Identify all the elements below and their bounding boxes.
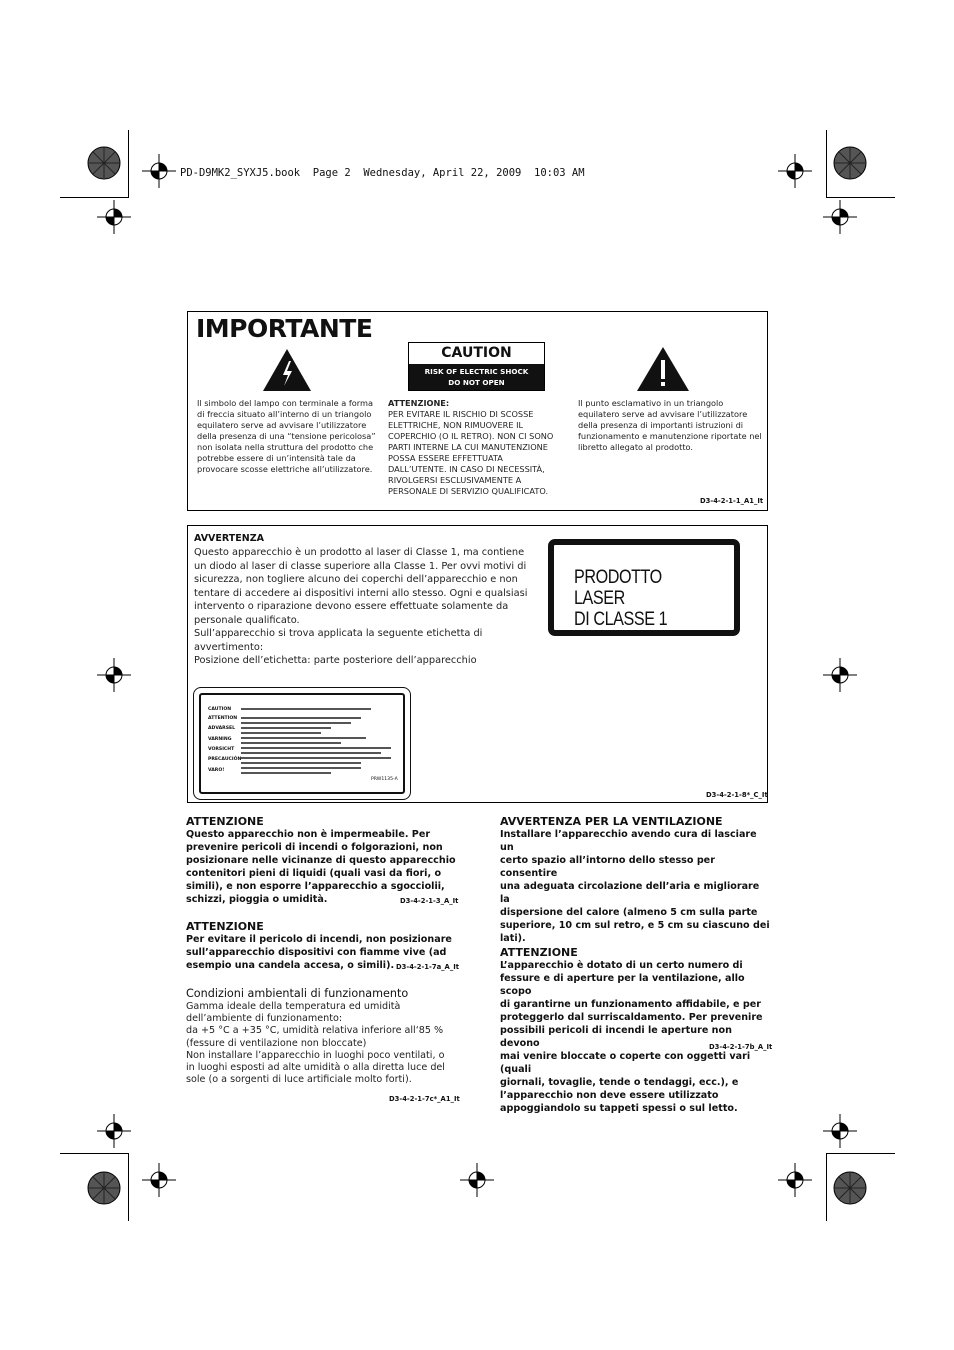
- text-line: dell’ambiente di funzionamento:: [186, 1013, 343, 1025]
- text-line: Sull’apparecchio si trova applicata la seguente etichetta di: [194, 628, 483, 639]
- condizioni-section: [186, 987, 466, 1086]
- attenzione-1-code: D3-4-2-1-3_A_It: [400, 897, 459, 905]
- text-line: libretto allegato al prodotto.: [578, 442, 694, 452]
- laser-class-label: [548, 539, 740, 636]
- registration-target-icon: [832, 1170, 868, 1206]
- avvertenza-text: [194, 546, 539, 668]
- text-line: potrebbe essere di un’intensità tale da: [197, 453, 356, 463]
- text-line: lati).: [500, 933, 526, 944]
- text-line: Gamma ideale della temperatura ed umidità: [186, 1001, 401, 1012]
- text-line: RIVOLGERSI ESCLUSIVAMENTE A: [388, 475, 522, 485]
- attenzione-2-code: D3-4-2-1-7a_A_It: [396, 963, 459, 971]
- text-line: Non installare l’apparecchio in luoghi poco ventilati, o: [186, 1049, 445, 1061]
- crosshair-mark-icon: [823, 200, 857, 234]
- text-line: personale qualificato.: [194, 614, 300, 626]
- condizioni-text: [186, 1001, 466, 1086]
- warning-label-row: ATTENTION: [208, 716, 238, 721]
- text-line: in luoghi esposti ad alte umidità o alla diretta luce del: [186, 1062, 445, 1074]
- text-line: provocare scosse elettriche all’utilizzatore.: [197, 464, 373, 474]
- text-line: schizzi, pioggia o umidità.: [186, 894, 328, 905]
- warning-label-row: CAUTION: [208, 707, 232, 712]
- laser-label-line: PRODOTTO LASER: [574, 567, 662, 609]
- text-line: della presenza di una “tensione pericolosa”: [197, 431, 376, 441]
- text-line: simili), e non esporre l’apparecchio a sgocciolii,: [186, 881, 445, 892]
- caution-sub-line: DO NOT OPEN: [448, 378, 505, 387]
- text-line: Questo apparecchio è un prodotto al laser di Classe 1, ma contiene: [194, 547, 525, 558]
- text-line: DALL’UTENTE. IN CASO DI NECESSITÀ,: [388, 464, 545, 474]
- attenzione-2-title: ATTENZIONE: [186, 920, 264, 933]
- text-line: posizionare nelle vicinanze di questo apparecchio: [186, 855, 456, 866]
- text-line: ELETTRICHE, NON RIMUOVERE IL: [388, 420, 524, 430]
- crosshair-mark-icon: [142, 1163, 176, 1197]
- electric-shock-warning-icon: [262, 348, 312, 392]
- text-line: prevenire pericoli di incendi o folgorazioni, non: [186, 842, 443, 853]
- attenzione-1-title: ATTENZIONE: [186, 815, 264, 828]
- lightning-symbol-description: [197, 398, 382, 475]
- avvertenza-title: AVVERTENZA: [194, 533, 264, 544]
- text-line: certo spazio all’intorno dello stesso per consentire: [500, 855, 715, 879]
- text-line: funzionamento e manutenzione riportate nel: [578, 431, 762, 441]
- text-line: di garantirne un funzionamento affidabile, e per: [500, 999, 762, 1010]
- text-line: contenitori pieni di liquidi (quali vasi da fiori, o: [186, 868, 442, 879]
- text-line: L’apparecchio è dotato di un certo numero di: [500, 960, 743, 971]
- text-line: sull’apparecchio dispositivi con fiamme vive (ad: [186, 947, 447, 958]
- caution-description: [388, 398, 573, 497]
- text-line: possibili pericoli di incendi le aperture non devono: [500, 1025, 732, 1049]
- text-line: sole (o a sorgenti di luce artificiale molto forti).: [186, 1074, 412, 1086]
- attenzione-1-text: [186, 828, 466, 906]
- text-line: di freccia situato all’interno di un triangolo: [197, 409, 372, 419]
- rear-warning-label-inner: [199, 693, 405, 794]
- exclamation-symbol-description: [578, 398, 763, 453]
- registration-target-icon: [832, 145, 868, 181]
- crosshair-mark-icon: [97, 1114, 131, 1148]
- attenzione-2-section: [186, 920, 466, 972]
- text-line: (fessure di ventilazione non bloccate): [186, 1037, 367, 1049]
- text-line: POSSA ESSERE EFFETTUATA: [388, 453, 503, 463]
- text-line-with-code: [186, 893, 466, 906]
- warning-label-row: PRECAUCIÓN: [208, 757, 242, 762]
- warning-label-code: PRW1135-A: [371, 777, 398, 782]
- attenzione-2-text: [186, 933, 466, 972]
- text-line: Il simbolo del lampo con terminale a forma: [197, 398, 373, 408]
- text-line: Installare l’apparecchio avendo cura di lasciare un: [500, 829, 757, 853]
- exclamation-warning-icon: [636, 346, 690, 392]
- crosshair-mark-icon: [823, 1114, 857, 1148]
- registration-target-icon: [86, 145, 122, 181]
- text-line: una adeguata circolazione dell’aria e migliorare la: [500, 881, 760, 905]
- warning-label-row: VORSICHT: [208, 747, 235, 752]
- warning-label-row: VARO!: [208, 768, 225, 773]
- text-line: Per evitare il pericolo di incendi, non posizionare: [186, 934, 452, 945]
- text-line: Questo apparecchio non è impermeabile. Per: [186, 829, 431, 840]
- text-line: da +5 °C a +35 °C, umidità relativa inferiore all‘85 %: [186, 1025, 444, 1037]
- caution-label-title: CAUTION: [409, 343, 544, 364]
- caution-description-title: ATTENZIONE:: [388, 398, 450, 408]
- crosshair-mark-icon: [97, 658, 131, 692]
- ventilazione-text: [500, 828, 770, 945]
- text-line: l’apparecchio non deve essere utilizzato: [500, 1090, 719, 1101]
- text-line: PER EVITARE IL RISCHIO DI SCOSSE: [388, 409, 534, 419]
- caution-label-subtitle: [409, 364, 544, 390]
- crosshair-mark-icon: [778, 1163, 812, 1197]
- attenzione-3-text: [500, 959, 773, 1115]
- attenzione-1-section: [186, 815, 466, 906]
- text-line: non isolata nella struttura del prodotto che: [197, 442, 374, 452]
- ventilazione-section: [500, 815, 773, 1115]
- laser-label-line: DI CLASSE 1: [574, 609, 668, 630]
- text-line: tentare di accedere ai dispositivi interni allo stesso. Ogni e qualsiasi: [194, 587, 528, 599]
- text-line: intervento o riparazione devono essere effettuate solamente da: [194, 601, 509, 612]
- avvertenza-code: D3-4-2-1-8*_C_It: [706, 791, 768, 799]
- warning-label-row: ADVARSEL: [208, 726, 236, 731]
- crosshair-mark-icon: [97, 200, 131, 234]
- text-line: della presenza di importanti istruzioni di: [578, 420, 744, 430]
- text-line: superiore, 10 cm sul retro, e 5 cm su ciascuno dei: [500, 920, 770, 931]
- caution-sub-line: RISK OF ELECTRIC SHOCK: [424, 367, 529, 376]
- text-line: PARTI INTERNE LA CUI MANUTENZIONE: [388, 442, 548, 452]
- text-line: proteggerlo dal surriscaldamento. Per prevenire: [500, 1012, 763, 1023]
- text-line: avvertimento:: [194, 641, 264, 653]
- attenzione-3-title: ATTENZIONE: [500, 946, 578, 959]
- text-line: equilatero serve ad avvisare l’utilizzatore: [578, 409, 748, 419]
- text-line: un diodo al laser di classe superiore alla Classe 1. Per ovvi motivi di: [194, 560, 527, 572]
- text-line: giornali, tovaglie, tende o tendaggi, ecc.), e: [500, 1077, 739, 1088]
- text-line: sicurezza, non togliere alcuno dei coperchi dell’apparecchio e non: [194, 574, 518, 585]
- condizioni-title: Condizioni ambientali di funzionamento: [186, 987, 409, 1000]
- text-line: COPERCHIO (O IL RETRO). NON CI SONO: [388, 431, 554, 441]
- text-line: esempio una candela accesa, o simili).: [186, 960, 395, 971]
- text-line: fessure e di aperture per la ventilazione, allo scopo: [500, 973, 745, 997]
- ventilazione-title: AVVERTENZA PER LA VENTILAZIONE: [500, 815, 723, 828]
- text-line: appoggiandolo su tappeti spessi o sul letto.: [500, 1103, 738, 1114]
- text-line: mai venire bloccate o coperte con oggetti vari (quali: [500, 1051, 751, 1075]
- rear-warning-label: [193, 687, 411, 800]
- text-line: Posizione dell’etichetta: parte posteriore dell’apparecchio: [194, 655, 477, 666]
- crosshair-mark-icon: [823, 658, 857, 692]
- text-line: dispersione del calore (almeno 5 cm sulla parte: [500, 907, 758, 918]
- importante-title: IMPORTANTE: [196, 314, 373, 343]
- caution-label: [408, 342, 545, 391]
- importante-code: D3-4-2-1-1_A1_It: [700, 497, 764, 505]
- crosshair-mark-icon: [460, 1163, 494, 1197]
- laser-class-label-text: [574, 567, 710, 630]
- registration-target-icon: [86, 1170, 122, 1206]
- condizioni-code: D3-4-2-1-7c*_A1_It: [389, 1095, 460, 1103]
- attenzione-3-code: D3-4-2-1-7b_A_It: [709, 1043, 773, 1051]
- crosshair-mark-icon: [778, 154, 812, 188]
- text-line-with-code: [186, 959, 466, 972]
- warning-label-row: VARNING: [208, 737, 232, 742]
- crosshair-mark-icon: [142, 154, 176, 188]
- book-header-line: PD-D9MK2_SYXJ5.book Page 2 Wednesday, April 22, 2009 10:03 AM: [180, 167, 585, 179]
- text-line: PERSONALE DI SERVIZIO QUALIFICATO.: [388, 486, 549, 496]
- text-line: Il punto esclamativo in un triangolo: [578, 398, 724, 408]
- text-line: equilatero serve ad avvisare l’utilizzatore: [197, 420, 367, 430]
